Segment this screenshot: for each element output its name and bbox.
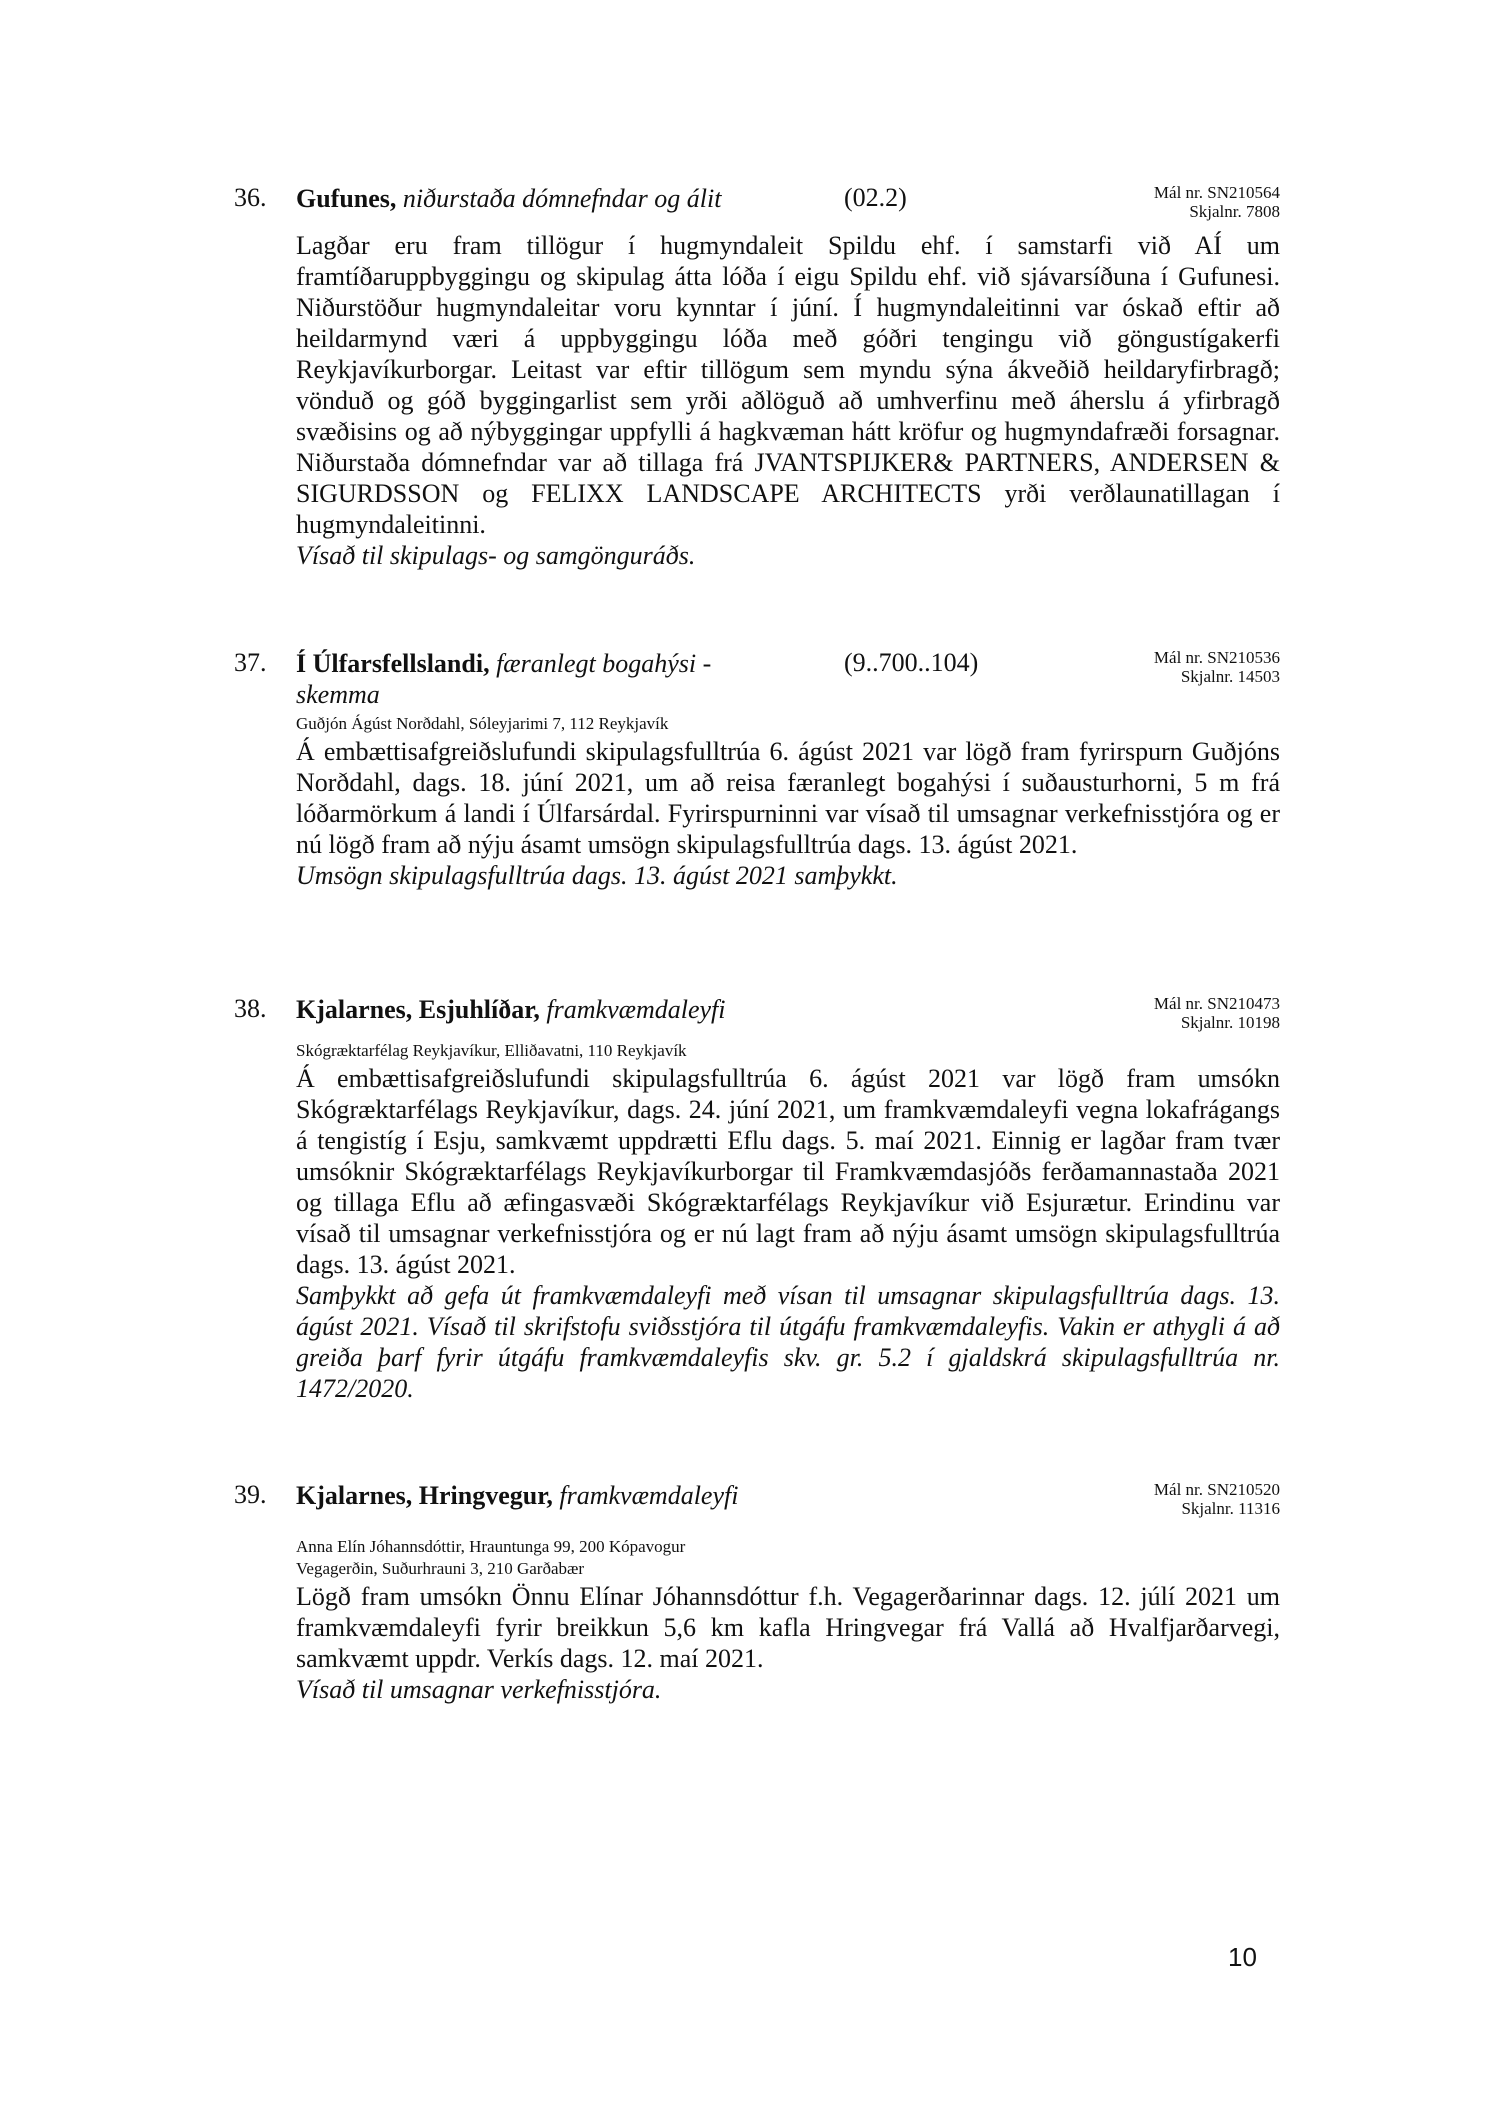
item-heading xyxy=(296,648,746,710)
document-number: Skjalnr. 14503 xyxy=(1180,667,1280,686)
item-conclusion: Samþykkt að gefa út framkvæmdaleyfi með vísan til umsagnar skipulagsfulltrúa dags. 13. ágúst 2021. Vísað til skrifstofu sviðsstjóra til útgáfu framkvæmdaleyfis. Vakin er athygli á að greiða þarf fyrir útgáfu framkvæmdaleyfis skv. gr. 5.2 í gjaldskrá skipulagsfulltrúa nr. 1472/2020. xyxy=(296,1281,1280,1403)
item-text: Lagðar eru fram tillögur í hugmyndaleit Spildu ehf. í samstarfi við AÍ um framtíðaruppbyggingu og skipulag átta lóða í eigu Spildu ehf. við sjávarsíðuna í Gufunesi. Niðurstöður hugmyndaleitar voru kynntar í júní. Í hugmyndaleitinni var óskað eftir að heildarmynd væri á uppbyggingu lóða með góðri tengingu við göngustígakerfi Reykjavíkurborgar. Leitast var eftir tillögum sem myndu sýna ákveðið heildaryfirbragð; vönduð og góð byggingarlist sem yrði aðlöguð að umhverfinu með áherslu á yfirbragð svæðisins og að nýbyggingar uppfylli á hagkvæman hátt kröfur og hugmyndafræði forsagnar. Niðurstaða dómnefndar var að tillaga frá JVANTSPIJKER& PARTNERS, ANDERSEN & SIGURDSSON og FELIXX LANDSCAPE ARCHITECTS yrði verðlaunatillagan í hugmyndaleitinni. xyxy=(296,231,1280,539)
page-number: 10 xyxy=(1228,1942,1257,1972)
document-number: Skjalnr. 10198 xyxy=(1180,1013,1280,1032)
document-number: Skjalnr. 11316 xyxy=(1181,1499,1280,1518)
item-conclusion: Umsögn skipulagsfulltrúa dags. 13. ágúst 2021 samþykkt. xyxy=(296,861,898,890)
item-title: Gufunes, xyxy=(296,184,397,213)
item-number: 37. xyxy=(234,648,267,677)
item-conclusion: Vísað til umsagnar verkefnisstjóra. xyxy=(296,1675,662,1704)
item-reference xyxy=(1154,1480,1280,1518)
item-number: 36. xyxy=(234,183,267,212)
item-reference xyxy=(1154,648,1280,686)
case-number: Mál nr. SN210473 xyxy=(1153,994,1280,1013)
item-code: (9..700..104) xyxy=(844,648,979,677)
item-title: Í Úlfarsfellslandi, xyxy=(296,649,490,678)
item-subtitle: niðurstaða dómnefndar og álit xyxy=(402,184,722,213)
item-title: Kjalarnes, Hringvegur, xyxy=(296,1481,553,1510)
item-body xyxy=(296,230,1280,571)
item-body xyxy=(296,1581,1280,1705)
item-text: Á embættisafgreiðslufundi skipulagsfulltrúa 6. ágúst 2021 var lögð fram fyrirspurn Guðjóns Norðdahl, dags. 18. júní 2021, um að reisa færanlegt bogahýsi í suðausturhorni, 5 m frá lóðarmörkum á landi í Úlfarsárdal. Fyrirspurninni var vísað til umsagnar verkefnisstjóra og er nú lögð fram að nýju ásamt umsögn skipulagsfulltrúa dags. 13. ágúst 2021. xyxy=(296,737,1280,859)
case-number: Mál nr. SN210536 xyxy=(1153,648,1280,667)
item-reference xyxy=(1154,183,1280,221)
item-heading xyxy=(296,994,996,1025)
item-subtitle: færanlegt bogahýsi - skemma xyxy=(296,649,712,709)
case-number: Mál nr. SN210520 xyxy=(1153,1480,1280,1499)
item-reference xyxy=(1154,994,1280,1032)
party: Skógræktarfélag Reykjavíkur, Elliðavatni, 110 Reykjavík xyxy=(296,1041,687,1060)
item-body xyxy=(296,736,1280,891)
party: Vegagerðin, Suðurhrauni 3, 210 Garðabær xyxy=(296,1559,584,1578)
party: Anna Elín Jóhannsdóttir, Hrauntunga 99, 200 Kópavogur xyxy=(296,1537,686,1556)
item-heading xyxy=(296,1480,996,1511)
item-code: (02.2) xyxy=(844,183,907,212)
party: Guðjón Ágúst Norðdahl, Sóleyjarimi 7, 112 Reykjavík xyxy=(296,714,669,733)
item-title: Kjalarnes, Esjuhlíðar, xyxy=(296,995,540,1024)
item-number: 38. xyxy=(234,994,267,1023)
item-subtitle: framkvæmdaleyfi xyxy=(559,1481,739,1510)
item-conclusion: Vísað til skipulags- og samgönguráðs. xyxy=(296,541,696,570)
item-parties xyxy=(296,713,668,735)
item-parties xyxy=(296,1040,687,1062)
item-text: Lögð fram umsókn Önnu Elínar Jóhannsdóttur f.h. Vegagerðarinnar dags. 12. júlí 2021 um framkvæmdaleyfi fyrir breikkun 5,6 km kafla Hringvegar frá Vallá að Hvalfjarðarvegi, samkvæmt uppdr. Verkís dags. 12. maí 2021. xyxy=(296,1582,1280,1673)
document-number: Skjalnr. 7808 xyxy=(1189,202,1280,221)
case-number: Mál nr. SN210564 xyxy=(1153,183,1280,202)
item-number: 39. xyxy=(234,1480,267,1509)
item-subtitle: framkvæmdaleyfi xyxy=(546,995,726,1024)
item-text: Á embættisafgreiðslufundi skipulagsfulltrúa 6. ágúst 2021 var lögð fram umsókn Skógræktarfélags Reykjavíkur, dags. 24. júní 2021, um framkvæmdaleyfi vegna lokafrágangs á tengistíg í Esju, samkvæmt uppdrætti Eflu dags. 5. maí 2021. Einnig er lagðar fram tvær umsóknir Skógræktarfélags Reykjavíkurborgar til Framkvæmdasjóðs ferðamannastaða 2021 og tillaga Eflu að æfingasvæði Skógræktarfélags Reykjavíkur við Esjurætur. Erindinu var vísað til umsagnar verkefnisstjóra og er nú lagt fram að nýju ásamt umsögn skipulagsfulltrúa dags. 13. ágúst 2021. xyxy=(296,1064,1280,1279)
item-parties xyxy=(296,1536,685,1580)
item-body xyxy=(296,1063,1280,1404)
